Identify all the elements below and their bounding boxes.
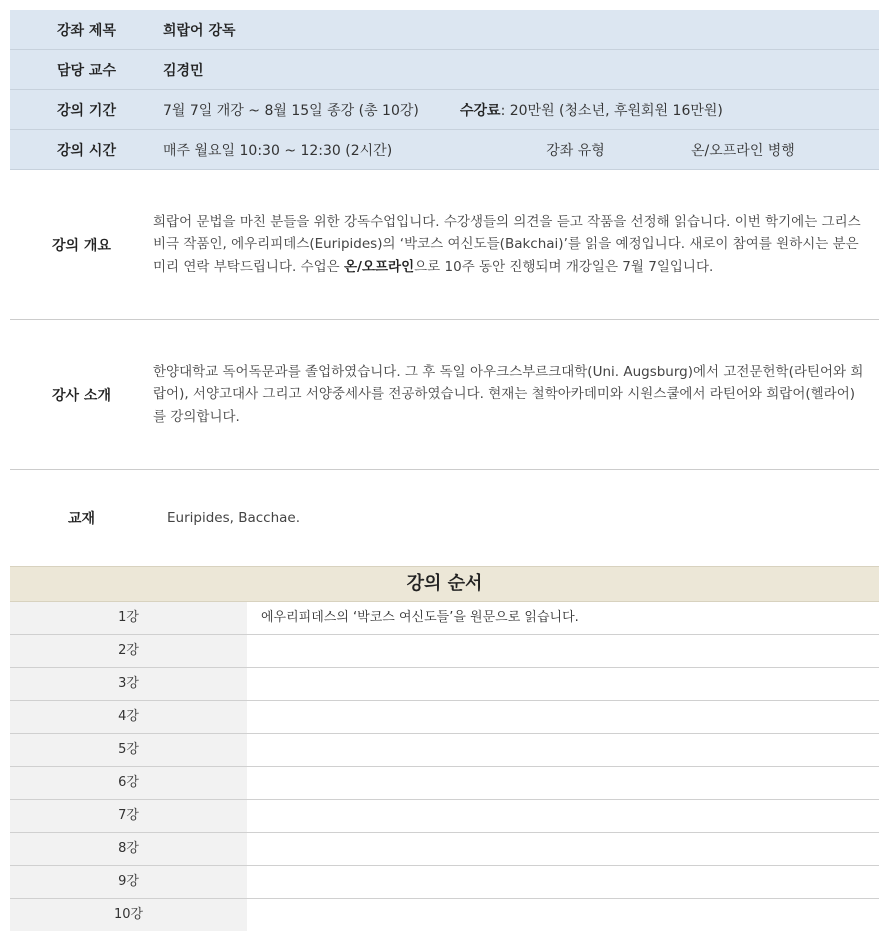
schedule-section bbox=[10, 566, 879, 931]
lesson-number: 3강 bbox=[10, 668, 247, 700]
fee-label: 수강료 bbox=[460, 102, 501, 119]
instructor-label: 강사 소개 bbox=[52, 387, 111, 404]
overview-section bbox=[10, 170, 879, 320]
schedule-row bbox=[10, 899, 879, 931]
overview-text-part-2: 으로 10주 동안 진행되며 개강일은 7월 7일입니다. bbox=[414, 258, 714, 275]
fee-value: : 20만원 (청소년, 후원회원 16만원) bbox=[500, 102, 723, 119]
lesson-number: 4강 bbox=[10, 701, 247, 733]
lesson-description bbox=[247, 701, 879, 733]
overview-text-bold: 온/오프라인 bbox=[344, 258, 415, 275]
textbook-value: Euripides, Bacchae. bbox=[167, 509, 301, 526]
schedule-rows bbox=[10, 602, 879, 931]
time-label: 강의 시간 bbox=[10, 130, 163, 170]
overview-label: 강의 개요 bbox=[52, 237, 111, 254]
lesson-description bbox=[247, 800, 879, 832]
schedule-row bbox=[10, 701, 879, 734]
lesson-number: 7강 bbox=[10, 800, 247, 832]
course-title: 희랍어 강독 bbox=[163, 10, 879, 50]
type-label: 강좌 유형 bbox=[460, 130, 691, 170]
lesson-description bbox=[247, 866, 879, 898]
lesson-description bbox=[247, 635, 879, 667]
schedule-row bbox=[10, 668, 879, 701]
period-label: 강의 기간 bbox=[10, 90, 163, 130]
lesson-number: 8강 bbox=[10, 833, 247, 865]
schedule-row bbox=[10, 833, 879, 866]
lesson-number: 2강 bbox=[10, 635, 247, 667]
lesson-description: 에우리피데스의 ‘박코스 여신도들’을 원문으로 읽습니다. bbox=[261, 610, 579, 625]
info-row-period bbox=[10, 90, 879, 130]
textbook-section bbox=[10, 470, 879, 566]
lesson-number: 1강 bbox=[10, 602, 247, 634]
schedule-row bbox=[10, 602, 879, 635]
textbook-label: 교재 bbox=[67, 511, 96, 527]
schedule-row bbox=[10, 635, 879, 668]
professor-name: 김경민 bbox=[163, 50, 879, 90]
info-row-title bbox=[10, 10, 879, 50]
info-row-professor bbox=[10, 50, 879, 90]
title-label: 강좌 제목 bbox=[10, 10, 163, 50]
overview-text-part-1: 희랍어 문법을 마친 분들을 위한 강독수업입니다. 수강생들의 의견을 듣고 작품을 선정해 읽습니다. 이번 학기에는 그리스 비극 작품인, 에우리피데스(Euripides)의 ‘박코스 여신도들(Bakchai)’를 읽을 예정입니다. 새로이 참여를 원하시는 분은 미리 연락 부탁드립니다. 수업은 bbox=[153, 213, 861, 275]
period-value: 7월 7일 개강 ~ 8월 15일 종강 (총 10강) bbox=[163, 90, 460, 130]
schedule-row bbox=[10, 800, 879, 833]
info-row-time bbox=[10, 130, 879, 170]
lesson-description bbox=[247, 899, 879, 931]
professor-label: 담당 교수 bbox=[10, 50, 163, 90]
instructor-text: 한양대학교 독어독문과를 졸업하였습니다. 그 후 독일 아우크스부르크대학(Uni. Augsburg)에서 고전문헌학(라틴어와 희랍어), 서양고대사 그리고 서양중세사를 전공하였습니다. 현재는 철학아카데미와 시원스쿨에서 라틴어와 희랍어(헬라어)를 강의합니다. bbox=[153, 363, 864, 425]
lesson-number: 9강 bbox=[10, 866, 247, 898]
course-info-table bbox=[10, 10, 879, 170]
lesson-description bbox=[247, 734, 879, 766]
type-value: 온/오프라인 병행 bbox=[691, 130, 879, 170]
fee-cell bbox=[460, 90, 879, 130]
instructor-section bbox=[10, 320, 879, 470]
time-value: 매주 월요일 10:30 ~ 12:30 (2시간) bbox=[163, 130, 460, 170]
course-page bbox=[10, 10, 879, 931]
overview-text bbox=[153, 211, 879, 279]
lesson-description bbox=[247, 668, 879, 700]
lesson-number: 10강 bbox=[10, 899, 247, 931]
schedule-row bbox=[10, 767, 879, 800]
lesson-description bbox=[247, 767, 879, 799]
schedule-row bbox=[10, 866, 879, 899]
lesson-description bbox=[247, 833, 879, 865]
lesson-number: 5강 bbox=[10, 734, 247, 766]
schedule-heading: 강의 순서 bbox=[10, 566, 879, 602]
lesson-number: 6강 bbox=[10, 767, 247, 799]
schedule-row bbox=[10, 734, 879, 767]
